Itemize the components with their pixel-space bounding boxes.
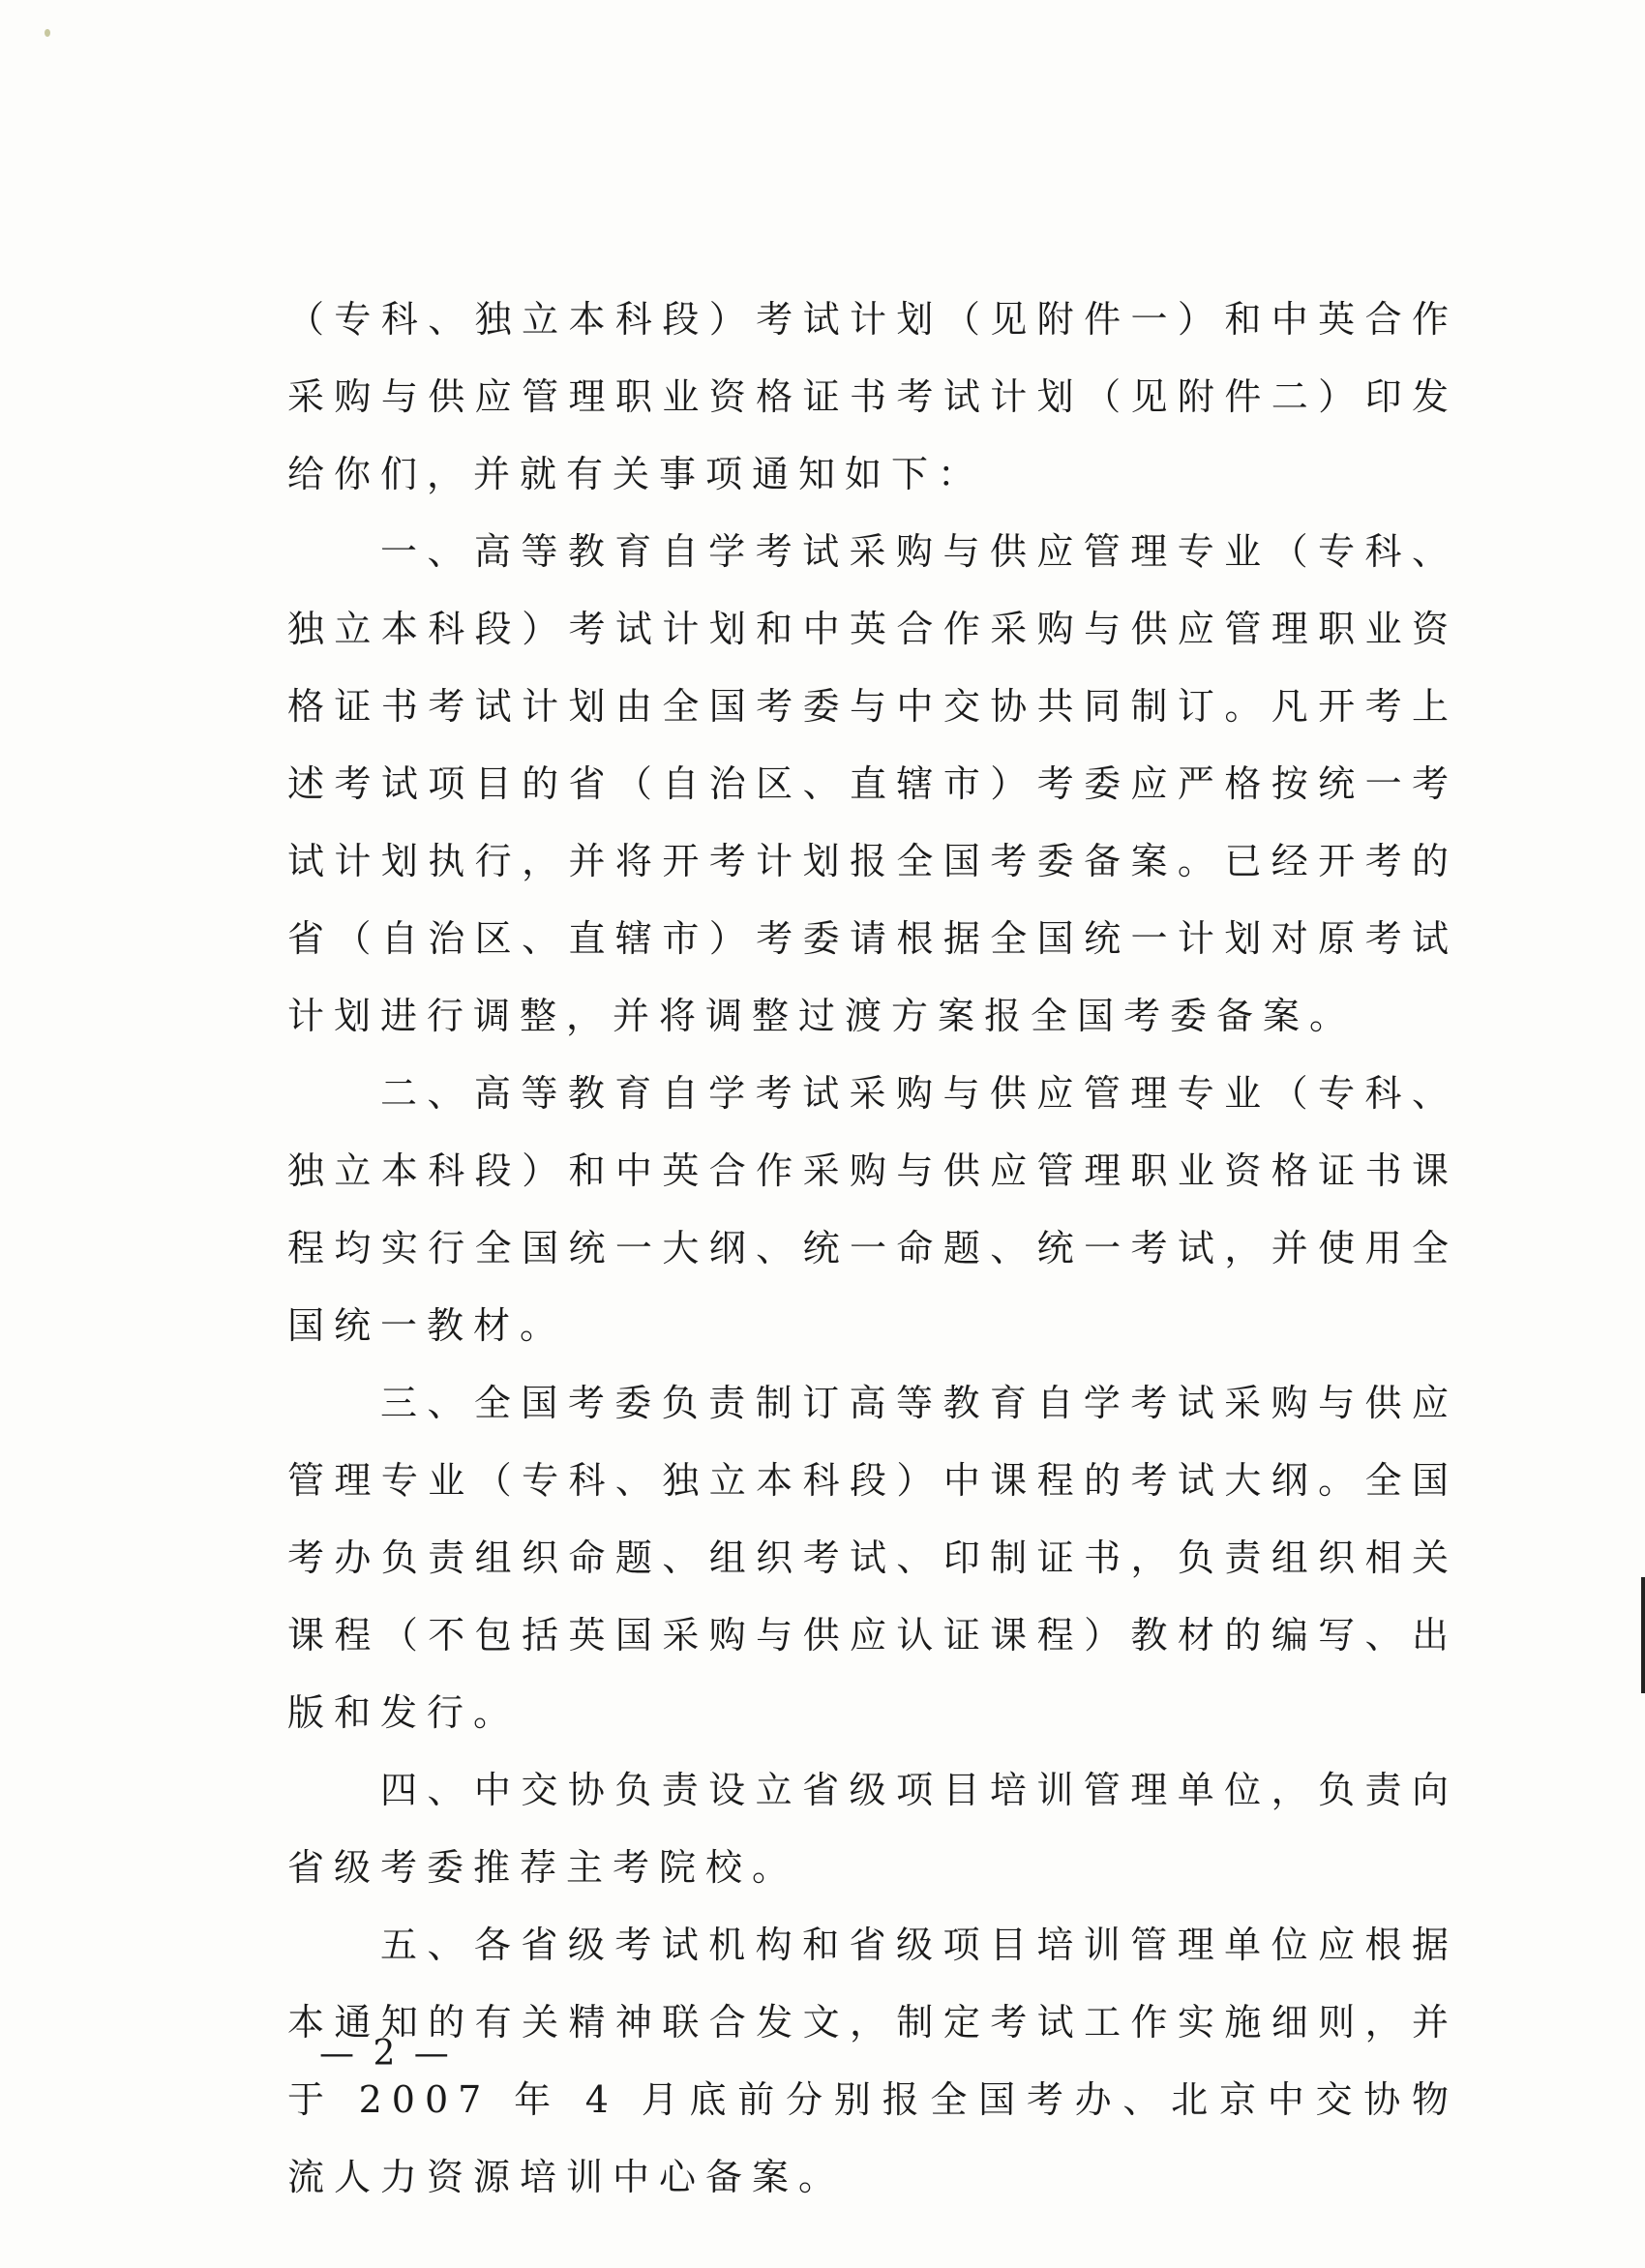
scan-speck	[45, 29, 50, 37]
paragraph-item-2: 二、高等教育自学考试采购与供应管理专业（专科、独立本科段）和中英合作采购与供应管理职业资格证书课程均实行全国统一大纲、统一命题、统一考试，并使用全国统一教材。	[287, 1072, 1458, 1347]
scan-edge-mark	[1641, 1577, 1645, 1693]
document-body	[287, 281, 1458, 2216]
paragraph-intro-continued: （专科、独立本科段）考试计划（见附件一）和中英合作采购与供应管理职业资格证书考试计划（见附件二）印发给你们，并就有关事项通知如下：	[287, 298, 1458, 495]
paragraph-item-4: 四、中交协负责设立省级项目培训管理单位，负责向省级考委推荐主考院校。	[287, 1769, 1458, 1889]
paragraph-item-5: 五、各省级考试机构和省级项目培训管理单位应根据本通知的有关精神联合发文，制定考试工作实施细则，并于 2007 年 4 月底前分别报全国考办、北京中交协物流人力资源培训中心备案。	[287, 1924, 1458, 2198]
page-number: — 2 —	[319, 2034, 453, 2074]
paragraph-item-1: 一、高等教育自学考试采购与供应管理专业（专科、独立本科段）考试计划和中英合作采购与供应管理职业资格证书考试计划由全国考委与中交协共同制订。凡开考上述考试项目的省（自治区、直辖市）考委应严格按统一考试计划执行，并将开考计划报全国考委备案。已经开考的省（自治区、直辖市）考委请根据全国统一计划对原考试计划进行调整，并将调整过渡方案报全国考委备案。	[287, 530, 1458, 1037]
paragraph-item-3: 三、全国考委负责制订高等教育自学考试采购与供应管理专业（专科、独立本科段）中课程的考试大纲。全国考办负责组织命题、组织考试、印制证书，负责组织相关课程（不包括英国采购与供应认证课程）教材的编写、出版和发行。	[287, 1382, 1458, 1734]
